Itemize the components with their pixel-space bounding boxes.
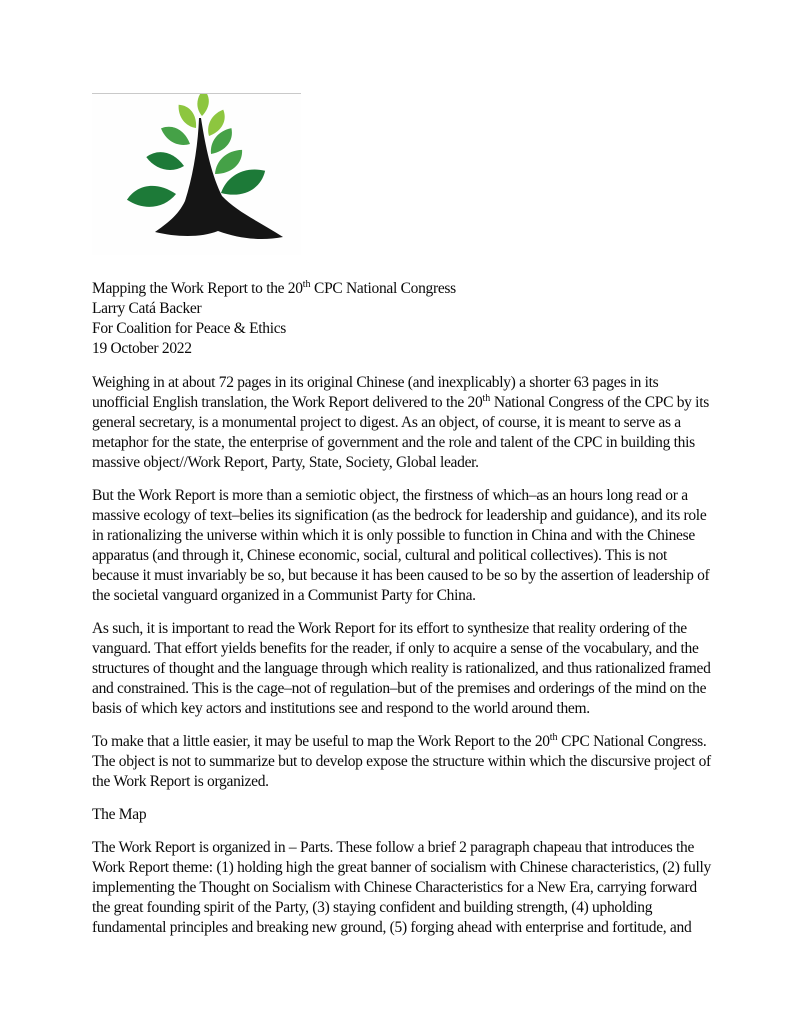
date-line: 19 October 2022: [92, 340, 192, 357]
paragraph-4-text-after: CPC National Congress. The object is not to summarize but to develop expose the structure within which the discursive project of the Work Report is organized.: [92, 733, 711, 790]
organization-logo: [92, 93, 301, 255]
paragraph-4-text: To make that a little easier, it may be useful to map the Work Report to the 20: [92, 733, 550, 750]
document-title: [92, 279, 714, 299]
title-text: Mapping the Work Report to the 20: [92, 280, 303, 297]
leaf-upper-left: [174, 104, 201, 128]
title-block: [92, 279, 714, 359]
organization-line: For Coalition for Peace & Ethics: [92, 320, 287, 337]
paragraph-1: [92, 373, 714, 473]
paragraph-1-text: Weighing in at about 72 pages in its original Chinese (and inexplicably) a shorter 63 pages in its unofficial English translation, the Work Report delivered to the 20: [92, 374, 659, 411]
title-ordinal-superscript: th: [302, 278, 311, 290]
tree-logo-graphic: [92, 94, 301, 255]
author-line: Larry Catá Backer: [92, 300, 202, 317]
paragraph-4: [92, 732, 714, 792]
paragraph-4-ordinal-superscript: th: [549, 731, 558, 743]
document-content: [92, 279, 714, 951]
paragraph-5: The Work Report is organized in – Parts. These follow a brief 2 paragraph chapeau that introduces the Work Report theme: (1) holding high the great banner of socialism with Chinese characteristics, (2) fully implementing the Thought on Socialism with Chinese Characteristics for a New Era, carrying forward the great founding spirit of the Party, (3) staying confident and building strength, (4) upholding fundamental principles and breaking new ground, (5) forging ahead with enterprise and fortitude, and: [92, 839, 711, 936]
title-text-after: CPC National Congress: [310, 280, 456, 297]
leaf-mid-left: [161, 123, 190, 148]
leaf-big-left: [126, 172, 176, 222]
paragraph-1-ordinal-superscript: th: [482, 392, 491, 404]
leaf-top: [190, 94, 216, 116]
paragraph-2: But the Work Report is more than a semiotic object, the firstness of which–as an hours long read or a massive ecology of text–belies its signification (as the bedrock for leadership and guidance), and its role in rationalizing the universe within which it is only possible to function in China and with the Chinese apparatus (and through it, Chinese economic, social, cultural and political collectives). This is not because it must invariably be so, but because it has been caused to be so by the assertion of leadership of the societal vanguard organized in a Communist Party for China.: [92, 487, 710, 604]
leaf-dark-left: [146, 144, 184, 179]
paragraph-3: As such, it is important to read the Work Report for its effort to synthesize that reality ordering of the vanguard. That effort yields benefits for the reader, if only to acquire a sense of the vocabulary, and the structures of thought and the language through which reality is rationalized, and thus rationalized framed and constrained. This is the cage–not of regulation–but of the premises and orderings of the mind on the basis of which key actors and institutions see and respond to the world around them.: [92, 620, 711, 717]
paragraph-1-text-after: National Congress of the CPC by its general secretary, is a monumental project to digest. As an object, of course, it is meant to serve as a metaphor for the state, the enterprise of government and the role and talent of the CPC in building this massive object//Work Report, Party, State, Society, Global leader.: [92, 394, 709, 471]
section-heading-the-map: The Map: [92, 806, 147, 823]
